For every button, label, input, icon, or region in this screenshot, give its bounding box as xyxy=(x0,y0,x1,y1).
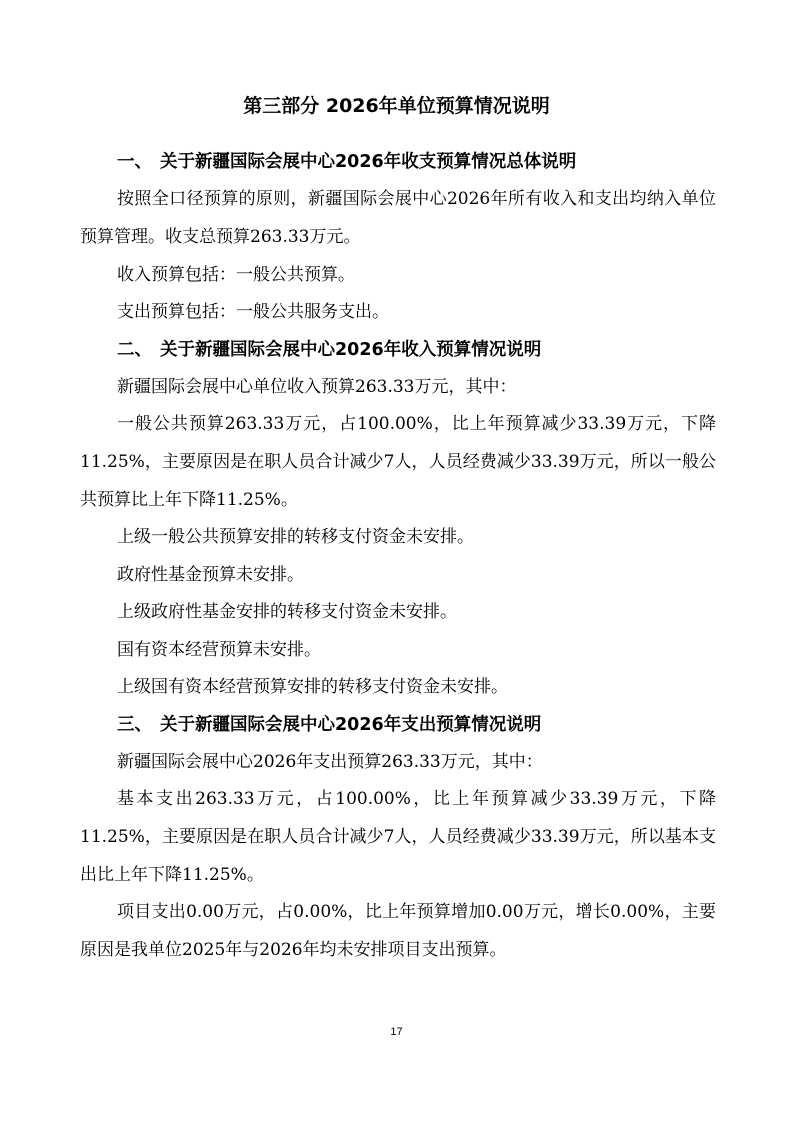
section-heading-1 xyxy=(80,149,576,175)
paragraph-transfer-capital: 上级国有资本经营预算安排的转移支付资金未安排。 xyxy=(117,677,508,697)
section-number-3: 三、 xyxy=(117,715,152,735)
paragraph-general-budget: 一般公共预算263.33万元，占100.00%，比上年预算减少33.39万元，下降11.25%，主要原因是在职人员合计减少7人，人员经费减少33.39万元，所以一般公共预算比上年下降11.25%。 xyxy=(80,414,716,510)
paragraph-budget-scope: 按照全口径预算的原则，新疆国际会展中心2026年所有收入和支出均纳入单位预算管理。收支总预算263.33万元。 xyxy=(80,189,716,247)
page-title: 第三部分 2026年单位预算情况说明 xyxy=(243,95,550,117)
paragraph-income-includes: 收入预算包括：一般公共预算。 xyxy=(117,265,355,285)
section-heading-text-1: 关于新疆国际会展中心2026年收支预算情况总体说明 xyxy=(160,152,577,172)
page-number: 17 xyxy=(390,1026,403,1038)
paragraph-basic-expense: 基本支出263.33万元，占100.00%，比上年预算减少33.39万元，下降11.25%，主要原因是在职人员合计减少7人，人员经费减少33.39万元，所以基本支出比上年下降11.25%。 xyxy=(80,789,716,885)
paragraph-transfer-fund: 上级政府性基金安排的转移支付资金未安排。 xyxy=(117,602,457,622)
paragraph-project-expense: 项目支出0.00万元，占0.00%，比上年预算增加0.00万元，增长0.00%，主要原因是我单位2025年与2026年均未安排项目支出预算。 xyxy=(80,902,716,960)
paragraph-income-total: 新疆国际会展中心单位收入预算263.33万元，其中： xyxy=(117,377,517,397)
paragraph-expense-includes: 支出预算包括：一般公共服务支出。 xyxy=(117,302,389,322)
paragraph-state-capital: 国有资本经营预算未安排。 xyxy=(117,640,321,660)
section-number-1: 一、 xyxy=(117,152,152,172)
paragraph-government-fund: 政府性基金预算未安排。 xyxy=(117,565,304,585)
section-heading-text-2: 关于新疆国际会展中心2026年收入预算情况说明 xyxy=(160,340,542,360)
section-heading-2 xyxy=(80,337,541,363)
paragraph-expense-total: 新疆国际会展中心2026年支出预算263.33万元，其中： xyxy=(117,752,543,772)
section-number-2: 二、 xyxy=(117,340,152,360)
section-heading-3 xyxy=(80,712,541,738)
paragraph-transfer-general: 上级一般公共预算安排的转移支付资金未安排。 xyxy=(117,527,474,547)
section-heading-text-3: 关于新疆国际会展中心2026年支出预算情况说明 xyxy=(160,715,542,735)
